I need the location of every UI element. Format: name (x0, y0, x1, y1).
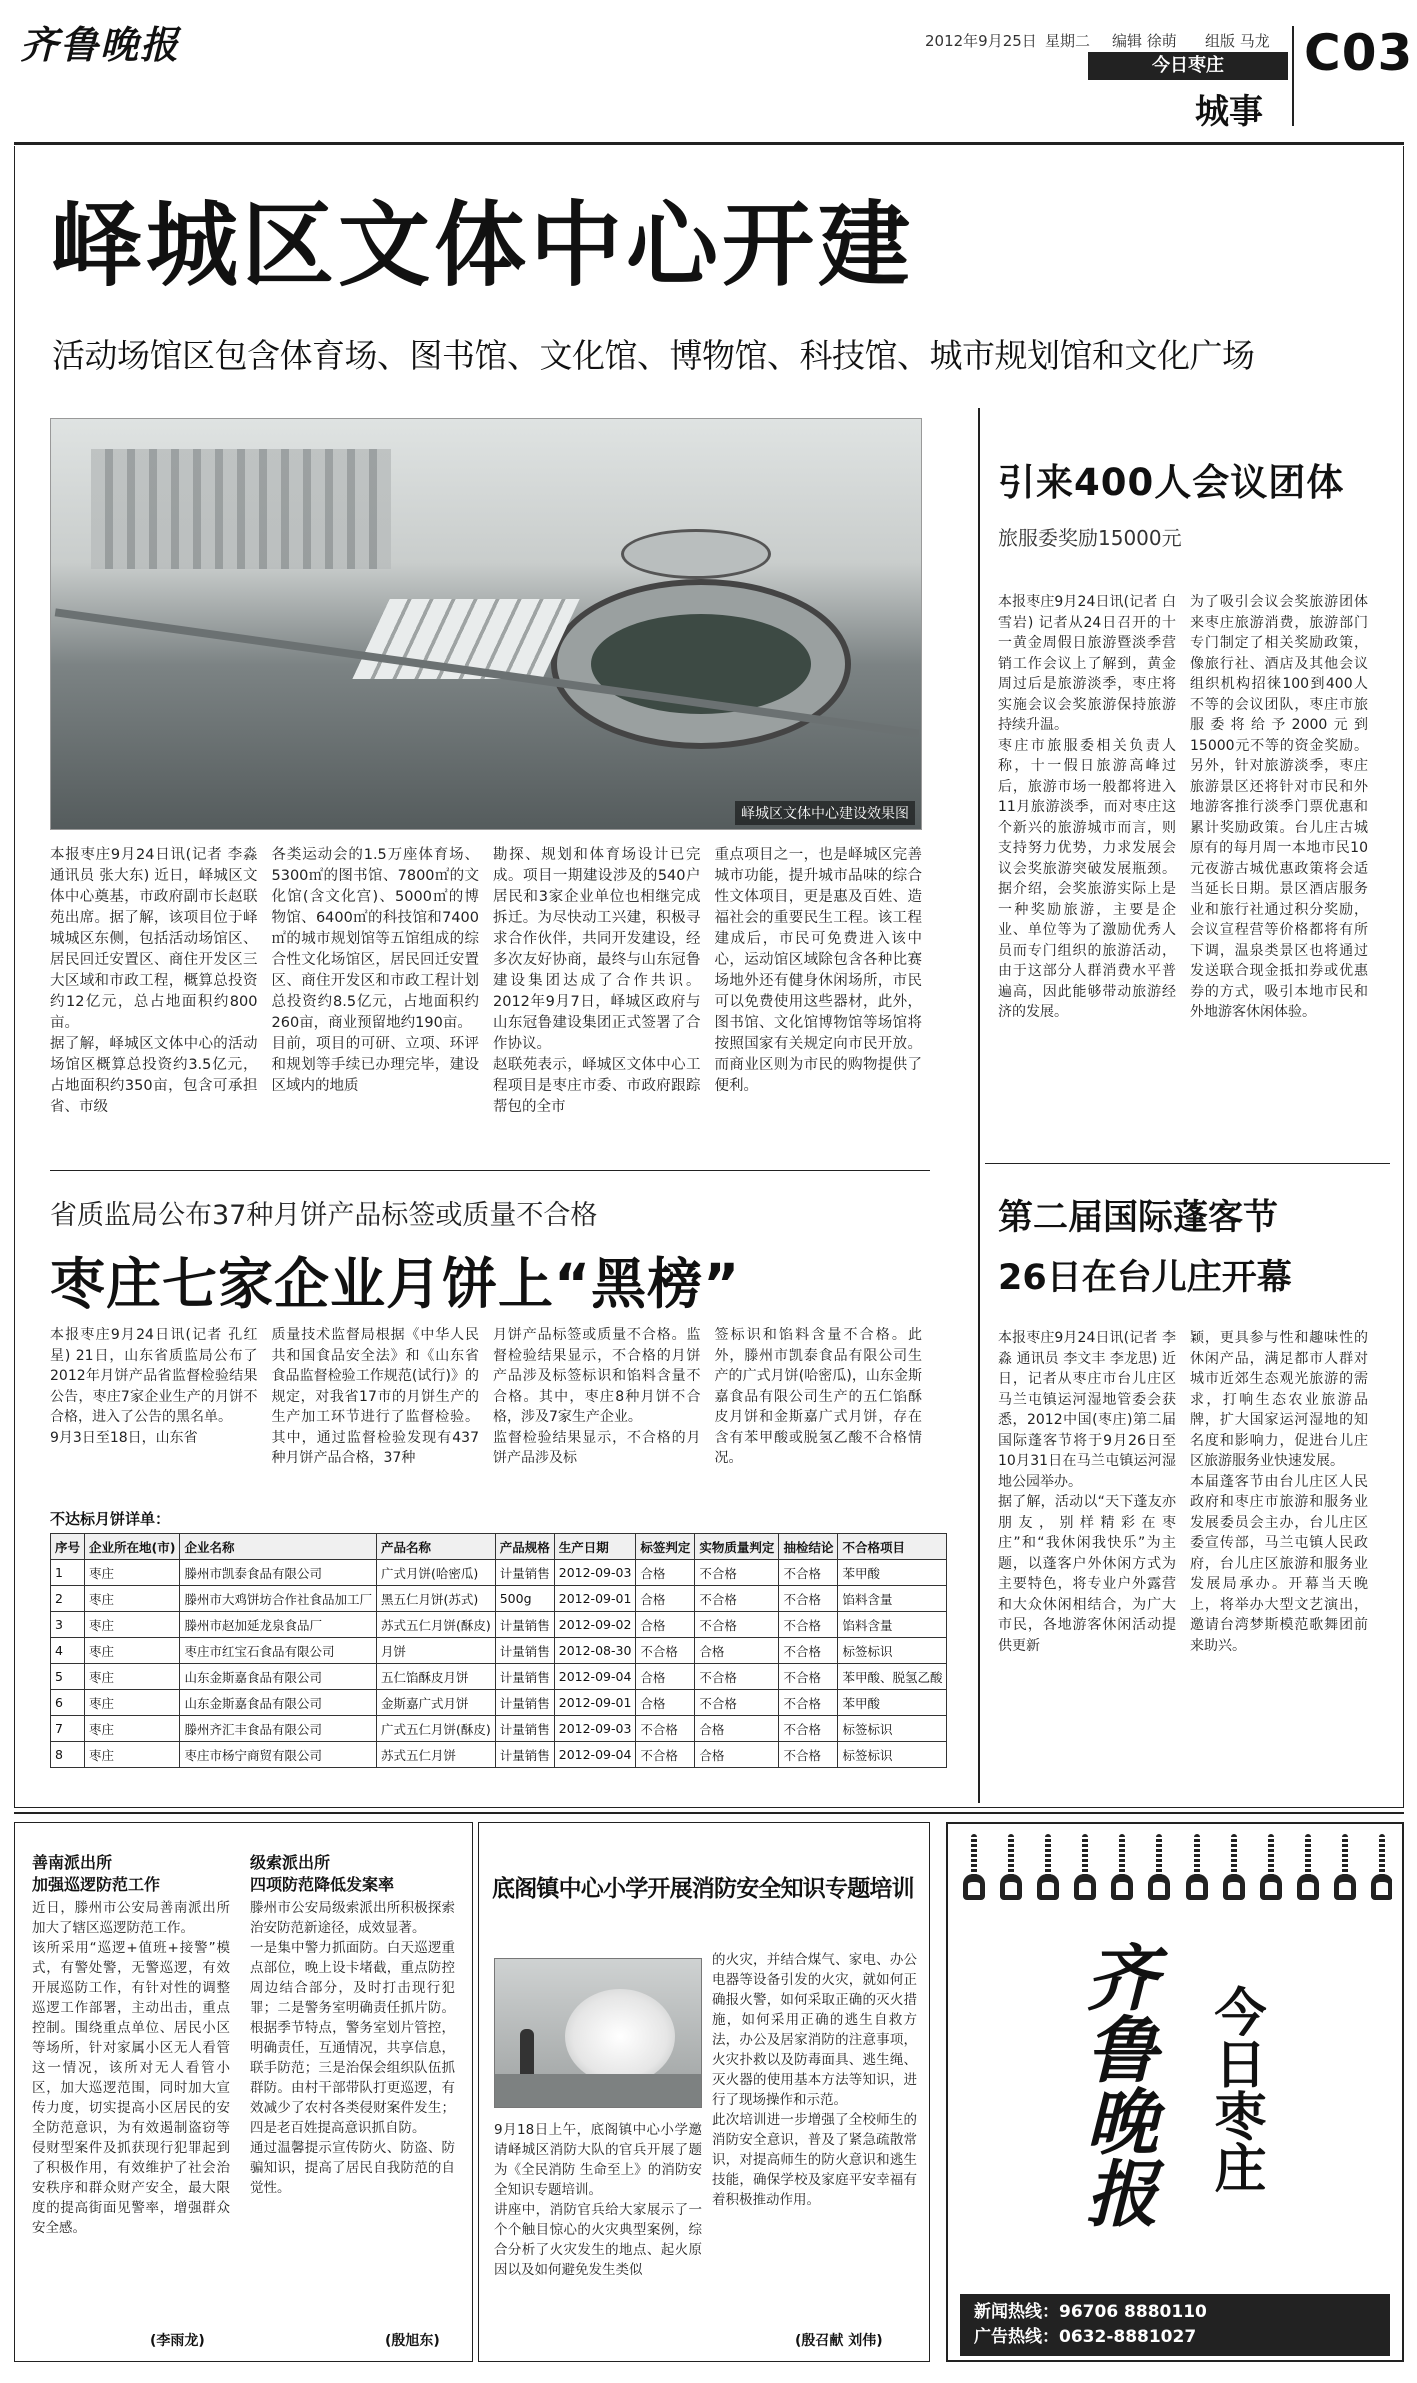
table-cell: 不合格 (779, 1664, 838, 1690)
brief2-byline: (殷旭东) (385, 2333, 440, 2349)
phone-icon (1145, 1834, 1173, 1902)
table-cell: 枣庄 (85, 1742, 180, 1768)
table-cell: 枣庄 (85, 1586, 180, 1612)
mooncake-table (50, 1533, 947, 1768)
table-cell: 1 (51, 1560, 85, 1586)
table-cell: 合格 (636, 1690, 695, 1716)
table-header-cell: 产品名称 (376, 1534, 495, 1560)
table-cell: 计量销售 (495, 1638, 554, 1664)
table-cell: 枣庄 (85, 1560, 180, 1586)
table-row (51, 1742, 947, 1768)
table-row (51, 1664, 947, 1690)
table-cell: 山东金斯嘉食品有限公司 (180, 1690, 377, 1716)
table-cell: 2012-09-02 (554, 1612, 636, 1638)
table-header-cell: 标签判定 (636, 1534, 695, 1560)
table-cell: 苏式五仁月饼(酥皮) (376, 1612, 495, 1638)
table-cell: 苯甲酸 (838, 1690, 947, 1716)
hotline2-number: 0632-8881027 (1059, 2327, 1197, 2347)
brief1-title-line2: 加强巡逻防范工作 (32, 1875, 161, 1894)
right1-col-1: 本报枣庄9月24日讯(记者 白雪岩) 记者从24日召开的十一黄金周假日旅游暨淡季营销工作会议上了解到，黄金周过后是旅游淡季，枣庄将实施会议会奖旅游保持旅游持续升温。 枣庄市旅服委相关负责人称，十一假日旅游高峰过后，旅游市场一般都将进入11月旅游淡季，而对枣庄这个新兴的旅游城市而言，则支持努力优势，力求发展会议会奖旅游突破发展瓶颈。据介绍，会奖旅游实际上是一种奖励旅游，主要是企业、单位等为了激励优秀人员而专门组织的旅游活动，由于这部分人群消费水平普遍高，因此能够带动旅游经济的发展。 (998, 594, 1176, 1020)
table-cell: 2 (51, 1586, 85, 1612)
table-cell: 2012-09-04 (554, 1742, 636, 1768)
masthead-logo: 齐鲁晚报 (20, 22, 181, 67)
table-cell: 滕州市凯泰食品有限公司 (180, 1560, 377, 1586)
school-headline: 底阁镇中心小学开展消防安全知识专题培训 (492, 1876, 914, 1902)
brief2-title-line1: 级索派出所 (250, 1853, 331, 1872)
mooncake-body (50, 1325, 922, 1505)
phone-icon-row (958, 1834, 1392, 1906)
mooncake-col-4: 签标识和馅料含量不合格。此外，滕州市凯泰食品有限公司生产的广式月饼(哈密瓜)，山东金斯嘉食品有限公司生产的五仁馅酥皮月饼和金斯嘉广式月饼，存在含有苯甲酸或脱氢乙酸不合格情况。 (714, 1327, 922, 1466)
ad-logo-vertical: 齐鲁晚报 (1074, 1940, 1159, 2228)
brief1-title-line1: 善南派出所 (32, 1853, 113, 1872)
table-cell: 枣庄 (85, 1664, 180, 1690)
masthead-editor: 编辑 徐萌 (1112, 32, 1177, 50)
table-cell: 合格 (695, 1742, 779, 1768)
masthead-date: 2012年9月25日 (925, 32, 1037, 50)
phone-icon (1294, 1834, 1322, 1902)
table-cell: 7 (51, 1716, 85, 1742)
hotline2-label: 广告热线： (974, 2327, 1059, 2347)
table-cell: 合格 (636, 1586, 695, 1612)
table-cell: 标签标识 (838, 1638, 947, 1664)
table-cell: 4 (51, 1638, 85, 1664)
section-tag: 今日枣庄 (1088, 52, 1288, 80)
table-cell: 标签标识 (838, 1716, 947, 1742)
mooncake-headline: 枣庄七家企业月饼上“黑榜” (50, 1252, 741, 1316)
table-cell: 合格 (636, 1664, 695, 1690)
table-header-cell: 企业所在地(市) (85, 1534, 180, 1560)
hotline-bar (960, 2294, 1390, 2356)
brief2-text: 滕州市公安局级索派出所积极探索治安防范新途径，成效显著。 一是集中警力抓面防。白天巡逻重点部位，晚上设卡堵截，重点防控周边结合部分，及时打击现行犯罪；二是警务室明确责任抓片防。根据季节特点，警务室划片管控，明确责任，互通情况，共享信息，联手防范；三是治保会组织队伍抓群防。由村干部带队打更巡逻，有效减少了农村各类侵财案件发生；四是老百姓提高意识抓自防。 通过温馨提示宣传防火、防盗、防骗知识，提高了居民自我防范的自觉性。 (250, 1900, 455, 2196)
section-title: 城事 (1195, 92, 1263, 132)
school-col-2: 的火灾，并结合煤气、家电、办公电器等设备引发的火灾，就如何正确报火警，如何采取正确的灭火措施，如何采用正确的逃生自救方法，办公及居家消防的注意事项，火灾扑救以及防毒面具、逃生绳、灭火器的使用基本方法等知识，进行了现场操作和示范。 此次培训进一步增强了全校师生的消防安全意识，普及了紧急疏散常识，对提高师生的防火意识和逃生技能，确保学校及家庭平安幸福有着积极推动作用。 (712, 1952, 917, 2208)
lead-col-2: 各类运动会的1.5万座体育场、5300㎡的图书馆、7800㎡的文化馆(含文化宫)、5000㎡的博物馆、6400㎡的科技馆和7400㎡的城市规划馆等五馆组成的综合性文化场馆区，居民回迁安置区、商住开发区和市政工程计划总投资约8.5亿元，占地面积约260亩，商业预留地约190亩。 目前，项目的可研、立项、环评和规划等手续已办理完毕，建设区域内的地质 (271, 847, 479, 1094)
table-row (51, 1612, 947, 1638)
table-cell: 枣庄 (85, 1690, 180, 1716)
lead-col-1: 本报枣庄9月24日讯(记者 李淼 通讯员 张大东) 近日，峄城区文体中心奠基，市政府副市长赵联苑出席。据了解，该项目位于峄城城区东侧，包括活动场馆区、居民回迁安置区、商住开发区三大区域和市政工程，概算总投资约12亿元，总占地面积约800亩。 据了解，峄城区文体中心的活动场馆区概算总投资约3.5亿元，占地面积约350亩，包含可承担省、市级 (50, 847, 258, 1115)
table-cell: 不合格 (779, 1716, 838, 1742)
right2-col-1: 本报枣庄9月24日讯(记者 李淼 通讯员 李文丰 李龙思) 近日，记者从枣庄市台儿庄区马兰屯镇运河湿地管委会获悉，2012中国(枣庄)第二届国际蓬客节将于9月26日至10月31日在马兰屯镇运河湿地公园举办。 据了解，活动以“天下蓬友亦朋友，别样精彩在枣庄”和“我休闲我快乐”为主题，以蓬客户外休闲方式为主要特色，将专业户外露营和大众休闲相结合，为广大市民，各地游客休闲活动提供更新 (998, 1330, 1176, 1654)
table-cell: 滕州齐汇丰食品有限公司 (180, 1716, 377, 1742)
right2-headline-line2: 26日在台儿庄开幕 (998, 1258, 1292, 1298)
table-cell: 五仁馅酥皮月饼 (376, 1664, 495, 1690)
right1-body (998, 592, 1368, 1152)
table-cell: 滕州市大鸡饼坊合作社食品加工厂 (180, 1586, 377, 1612)
table-row (51, 1586, 947, 1612)
table-header-cell: 生产日期 (554, 1534, 636, 1560)
table-cell: 不合格 (695, 1690, 779, 1716)
photo-caption: 峄城区文体中心建设效果图 (735, 801, 915, 825)
mooncake-kicker: 省质监局公布37种月饼产品标签或质量不合格 (50, 1200, 598, 1231)
mooncake-col-1: 本报枣庄9月24日讯(记者 孔红星) 21日，山东省质监局公布了2012年月饼产品省监督检验结果公告，枣庄7家企业生产的月饼不合格，进入了公告的黑名单。 9月3日至18日，山东省 (50, 1327, 258, 1446)
brief1-text: 近日，滕州市公安局善南派出所加大了辖区巡逻防范工作。 该所采用“巡逻+值班+接警”模式，有警处警，无警巡逻，有效开展巡防工作，有针对性的调整巡逻工作部署，主动出击，重点控制。围绕重点单位、居民小区等场所，针对家属小区无人看管这一情况，该所对无人看管小区，加大巡逻范围，同时加大宣传力度，切实提高小区居民的安全防范意识，为有效遏制盗窃等侵财型案件及抓获现行犯罪起到了积极作用，有效维护了社会治安秩序和群众财产安全，最大限度的提高街面见警率，增强群众安全感。 (32, 1900, 230, 2236)
table-cell: 黑五仁月饼(苏式) (376, 1586, 495, 1612)
phone-icon (1220, 1834, 1248, 1902)
table-cell: 不合格 (695, 1664, 779, 1690)
phone-icon (1257, 1834, 1285, 1902)
hotline1-number: 96706 8880110 (1059, 2302, 1207, 2322)
table-cell: 计量销售 (495, 1664, 554, 1690)
table-cell: 计量销售 (495, 1716, 554, 1742)
table-header-cell: 序号 (51, 1534, 85, 1560)
table-cell: 标签标识 (838, 1742, 947, 1768)
right1-headline: 引来400人会议团体 (998, 461, 1345, 504)
table-header-row (51, 1534, 947, 1560)
table-row (51, 1560, 947, 1586)
lead-body (50, 845, 922, 1165)
table-cell: 合格 (695, 1638, 779, 1664)
lead-col-3: 勘探、规划和体育场设计已完成。项目一期建设涉及的540户居民和3家企业单位也相继完成拆迁。为尽快动工兴建，积极寻求合作伙伴，共同开发建设，经多次友好协商，最终与山东冠鲁建设集团达成了合作共识。2012年9月7日，峄城区政府与山东冠鲁建设集团正式签署了合作协议。 赵联苑表示，峄城区文体中心工程项目是枣庄市委、市政府跟踪帮包的全市 (493, 847, 701, 1115)
table-cell: 苏式五仁月饼 (376, 1742, 495, 1768)
phone-icon (960, 1834, 988, 1902)
phone-icon (1331, 1834, 1359, 1902)
table-cell: 计量销售 (495, 1612, 554, 1638)
fire-drill-photo (494, 1958, 702, 2108)
lead-col-4: 重点项目之一，也是峄城区完善城市功能，提升城市品味的综合性文体项目，更是惠及百姓、造福社会的重要民生工程。该工程建成后，市民可免费进入该中心，运动馆区域除包含各种比赛场地外还有健身休闲场所，市民可以免费使用这些器材，此外，图书馆、文化馆博物馆等场馆将按照国家有关规定向市民开放。而商业区则为市民的购物提供了便利。 (714, 847, 922, 1094)
table-cell: 苯甲酸 (838, 1560, 947, 1586)
table-cell: 2012-09-01 (554, 1690, 636, 1716)
table-header-cell: 企业名称 (180, 1534, 377, 1560)
table-cell: 山东金斯嘉食品有限公司 (180, 1664, 377, 1690)
table-cell: 合格 (636, 1560, 695, 1586)
table-cell: 6 (51, 1690, 85, 1716)
table-row (51, 1716, 947, 1742)
table-cell: 合格 (695, 1716, 779, 1742)
table-cell: 2012-09-03 (554, 1716, 636, 1742)
school-byline: (殷召献 刘伟) (795, 2333, 883, 2349)
ad-title-vertical: 今日枣庄 (1205, 1985, 1265, 2193)
table-row (51, 1638, 947, 1664)
table-cell: 不合格 (779, 1742, 838, 1768)
table-cell: 不合格 (636, 1638, 695, 1664)
phone-icon (1368, 1834, 1392, 1902)
table-header-cell: 抽检结论 (779, 1534, 838, 1560)
masthead-weekday: 星期二 (1045, 32, 1091, 50)
school-col-1: 9月18日上午，底阁镇中心小学邀请峄城区消防大队的官兵开展了题为《全民消防 生命至上》的消防安全知识专题培训。 讲座中，消防官兵给大家展示了一个个触目惊心的火灾典型案例，综合分析了火灾发生的地点、起火原因以及如何避免发生类似 (494, 2122, 702, 2278)
mooncake-table-wrap (50, 1533, 943, 1768)
table-cell: 5 (51, 1664, 85, 1690)
table-cell: 3 (51, 1612, 85, 1638)
table-cell: 枣庄 (85, 1716, 180, 1742)
table-title: 不达标月饼详单： (50, 1510, 171, 1528)
phone-icon (1034, 1834, 1062, 1902)
table-cell: 馅料含量 (838, 1612, 947, 1638)
table-cell: 不合格 (779, 1586, 838, 1612)
table-cell: 枣庄 (85, 1638, 180, 1664)
table-cell: 滕州市赵加延龙泉食品厂 (180, 1612, 377, 1638)
table-cell: 广式月饼(哈密瓜) (376, 1560, 495, 1586)
right1-subhead: 旅服委奖励15000元 (998, 526, 1182, 550)
table-header-cell: 实物质量判定 (695, 1534, 779, 1560)
table-cell: 不合格 (779, 1638, 838, 1664)
hotline1-label: 新闻热线： (974, 2302, 1059, 2322)
table-cell: 不合格 (779, 1612, 838, 1638)
right2-col-2: 颖，更具参与性和趣味性的休闲产品，满足都市人群对城市近郊生态观光旅游的需求，打响生态农业旅游品牌，扩大国家运河湿地的知名度和影响力，促进台儿庄区旅游服务业快速发展。 本届蓬客节由台儿庄区人民政府和枣庄市旅游和服务业发展委员会主办，台儿庄区委宣传部，马兰屯镇人民政府，台儿庄区旅游和服务业发展局承办。开幕当天晚上，将举办大型文艺演出，邀请台湾梦斯模范歌舞团前来助兴。 (1190, 1330, 1368, 1654)
table-header-cell: 不合格项目 (838, 1534, 947, 1560)
table-cell: 合格 (636, 1612, 695, 1638)
page-number: C03 (1304, 24, 1414, 82)
phone-icon (1071, 1834, 1099, 1902)
mooncake-col-3: 月饼产品标签或质量不合格。监督检验结果显示，不合格的月饼产品涉及标签标识和馅料含量不合格。其中，枣庄8种月饼不合格，涉及7家生产企业。 监督检验结果显示，不合格的月饼产品涉及标 (493, 1327, 701, 1466)
lead-headline: 峄城区文体中心开建 (50, 192, 915, 299)
rendering-photo (50, 418, 922, 830)
table-cell: 计量销售 (495, 1690, 554, 1716)
table-cell: 苯甲酸、脱氢乙酸 (838, 1664, 947, 1690)
table-cell: 500g (495, 1586, 554, 1612)
table-cell: 2012-09-03 (554, 1560, 636, 1586)
phone-icon (1108, 1834, 1136, 1902)
table-cell: 月饼 (376, 1638, 495, 1664)
table-cell: 计量销售 (495, 1742, 554, 1768)
table-cell: 广式五仁月饼(酥皮) (376, 1716, 495, 1742)
table-cell: 不合格 (695, 1560, 779, 1586)
table-cell: 8 (51, 1742, 85, 1768)
table-cell: 不合格 (636, 1716, 695, 1742)
table-cell: 馅料含量 (838, 1586, 947, 1612)
table-cell: 2012-09-01 (554, 1586, 636, 1612)
masthead-layout: 组版 马龙 (1205, 32, 1270, 50)
table-cell: 2012-08-30 (554, 1638, 636, 1664)
mooncake-col-2: 质量技术监督局根据《中华人民共和国食品安全法》和《山东省食品监督检验工作规范(试行)》的规定，对我省17市的月饼生产的生产加工环节进行了监督检验。其中，通过监督检验发现有437种月饼产品合格，37种 (271, 1327, 479, 1466)
phone-icon (1183, 1834, 1211, 1902)
table-cell: 计量销售 (495, 1560, 554, 1586)
table-cell: 不合格 (779, 1560, 838, 1586)
table-header-cell: 产品规格 (495, 1534, 554, 1560)
phone-icon (997, 1834, 1025, 1902)
right2-body (998, 1328, 1368, 1798)
lead-subhead: 活动场馆区包含体育场、图书馆、文化馆、博物馆、科技馆、城市规划馆和文化广场 (52, 336, 1255, 375)
brief1-byline: (李雨龙) (150, 2333, 205, 2349)
right2-headline-line1: 第二届国际蓬客节 (998, 1198, 1279, 1238)
table-cell: 2012-09-04 (554, 1664, 636, 1690)
table-cell: 枣庄市杨宁商贸有限公司 (180, 1742, 377, 1768)
table-cell: 枣庄 (85, 1612, 180, 1638)
table-row (51, 1690, 947, 1716)
table-cell: 不合格 (695, 1612, 779, 1638)
table-cell: 不合格 (779, 1690, 838, 1716)
table-cell: 枣庄市红宝石食品有限公司 (180, 1638, 377, 1664)
table-cell: 金斯嘉广式月饼 (376, 1690, 495, 1716)
brief2-title-line2: 四项防范降低发案率 (250, 1875, 395, 1894)
table-cell: 不合格 (695, 1586, 779, 1612)
right1-col-2: 为了吸引会议会奖旅游团体来枣庄旅游消费，旅游部门专门制定了相关奖励政策，像旅行社、酒店及其他会议组织机构招徕100到400人不等的会议团队，枣庄市旅服委将给予2000元到15000元不等的资金奖励。另外，针对旅游淡季，枣庄旅游景区还将针对市民和外地游客推行淡季门票优惠和累计奖励政策。台儿庄古城原有的每月周一本地市民10元夜游古城优惠政策将会适当延长日期。景区酒店服务业和旅行社通过积分奖励，会议宣程营等价格都将有所下调，温泉类景区也将通过发送联合现金抵扣券或优惠券的方式，吸引本地市民和外地游客休闲体验。 (1190, 594, 1368, 1020)
table-cell: 不合格 (636, 1742, 695, 1768)
